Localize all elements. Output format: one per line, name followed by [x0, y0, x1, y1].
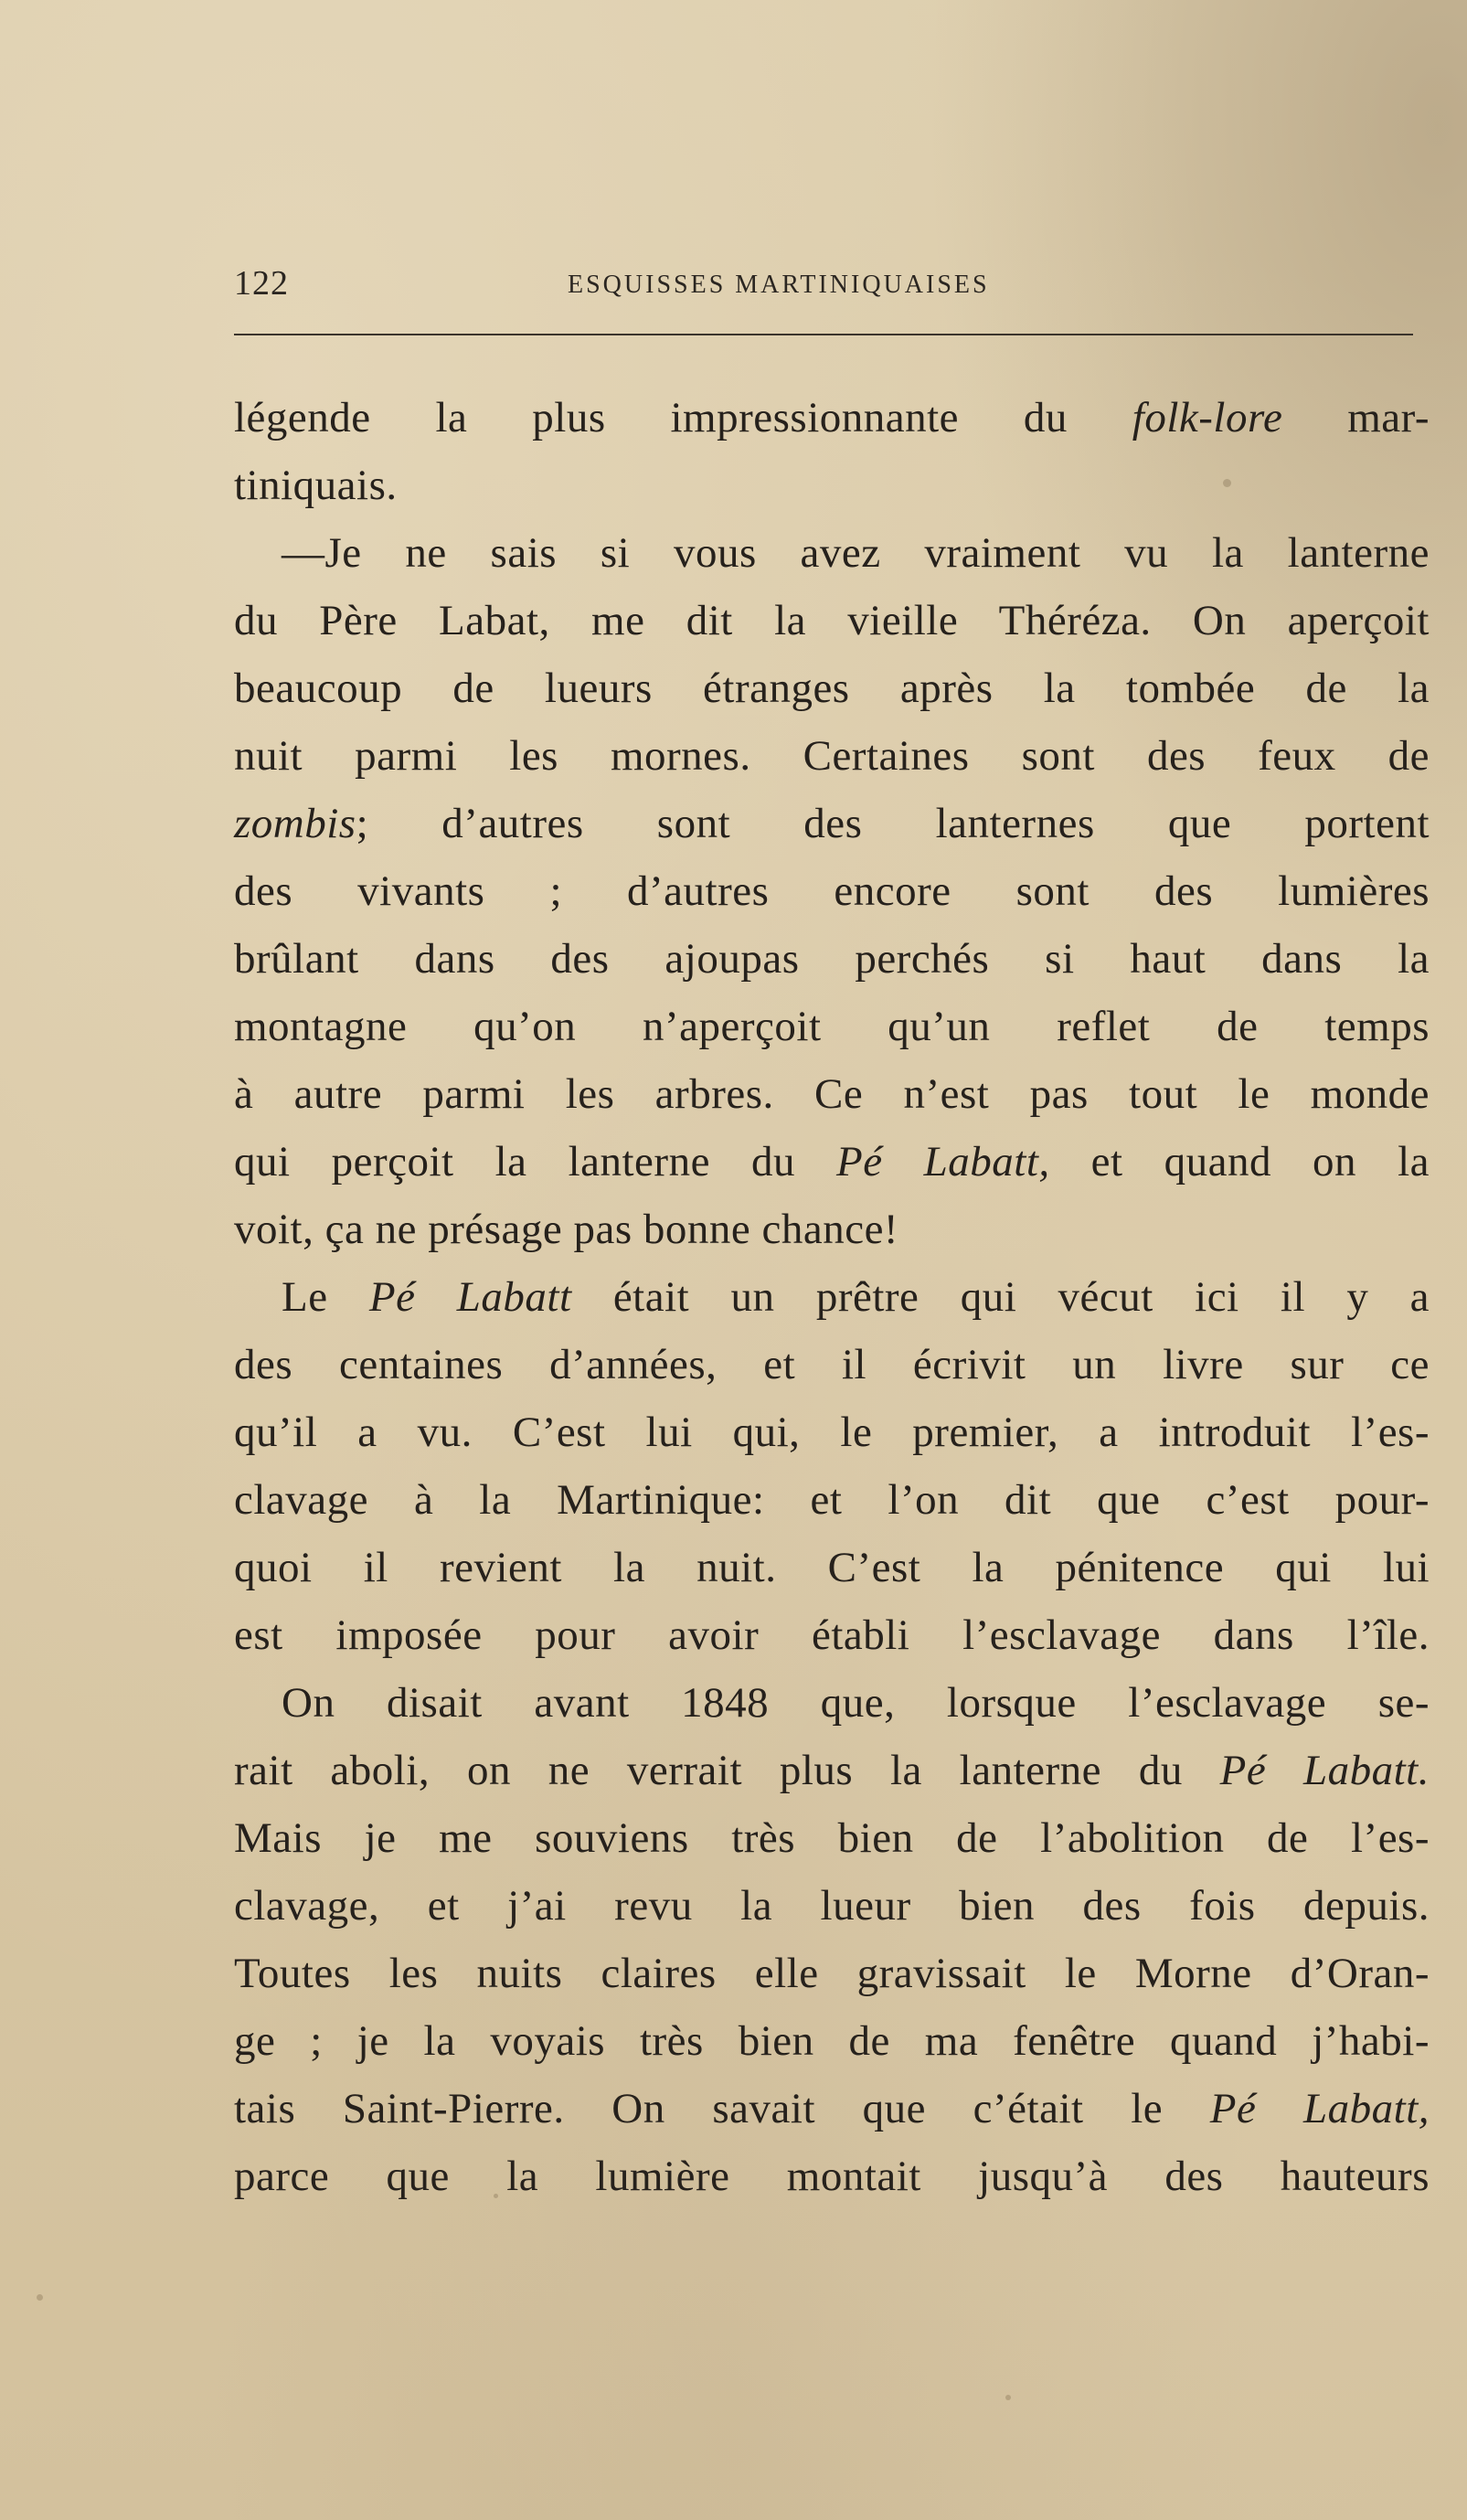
text-line: du Père Labat, me dit la vieille Théréza. On aperçoit	[234, 597, 1430, 644]
running-title: ESQUISSES MARTINIQUAISES	[568, 271, 990, 299]
text-line: clavage, et j’ai revu la lueur bien des fois depuis.	[234, 1882, 1430, 1930]
text-line: des vivants ; d’autres encore sont des lumières	[234, 867, 1430, 915]
text-line: ge ; je la voyais très bien de ma fenêtre quand j’habi-	[234, 2017, 1430, 2065]
paper-speck	[494, 2194, 498, 2198]
text-line: est imposée pour avoir établi l’esclavage dans l’île.	[234, 1611, 1430, 1659]
text-line: zombis; d’autres sont des lanternes que portent	[234, 800, 1430, 847]
text-line: rait aboli, on ne verrait plus la lanterne du Pé Labatt.	[234, 1747, 1430, 1794]
text-line: On disait avant 1848 que, lorsque l’esclavage se-	[282, 1679, 1430, 1727]
text-line: tiniquais.	[234, 462, 398, 509]
text-line: des centaines d’années, et il écrivit un livre sur ce	[234, 1341, 1430, 1388]
text-line: tais Saint-Pierre. On savait que c’était le Pé Labatt,	[234, 2085, 1430, 2132]
text-line: Toutes les nuits claires elle gravissait le Morne d’Oran-	[234, 1950, 1430, 1997]
text-line: qu’il a vu. C’est lui qui, le premier, a introduit l’es-	[234, 1409, 1430, 1456]
header-rule	[234, 334, 1413, 335]
text-line: —Je ne sais si vous avez vraiment vu la lanterne	[282, 529, 1430, 577]
page-number: 122	[234, 264, 289, 303]
paper-speck	[37, 2294, 43, 2301]
text-line: montagne qu’on n’aperçoit qu’un reflet de temps	[234, 1003, 1430, 1050]
text-line: nuit parmi les mornes. Certaines sont des feux de	[234, 732, 1430, 780]
text-line: légende la plus impressionnante du folk-lore mar-	[234, 394, 1430, 441]
text-line: quoi il revient la nuit. C’est la pénitence qui lui	[234, 1544, 1430, 1591]
running-head	[234, 263, 1413, 309]
text-line: beaucoup de lueurs étranges après la tombée de la	[234, 665, 1430, 712]
text-line: brûlant dans des ajoupas perchés si haut dans la	[234, 935, 1430, 983]
text-line: parce que la lumière montait jusqu’à des hauteurs	[234, 2153, 1430, 2200]
paper-speck	[1005, 2395, 1011, 2400]
text-line: à autre parmi les arbres. Ce n’est pas tout le monde	[234, 1070, 1430, 1118]
text-line: qui perçoit la lanterne du Pé Labatt, et quand on la	[234, 1138, 1430, 1186]
text-line: clavage à la Martinique: et l’on dit que c’est pour-	[234, 1476, 1430, 1524]
text-line: Mais je me souviens très bien de l’abolition de l’es-	[234, 1814, 1430, 1862]
text-line: Le Pé Labatt était un prêtre qui vécut ici il y a	[282, 1273, 1430, 1321]
text-line: voit, ça ne présage pas bonne chance!	[234, 1206, 899, 1253]
paper-speck	[1223, 479, 1231, 487]
